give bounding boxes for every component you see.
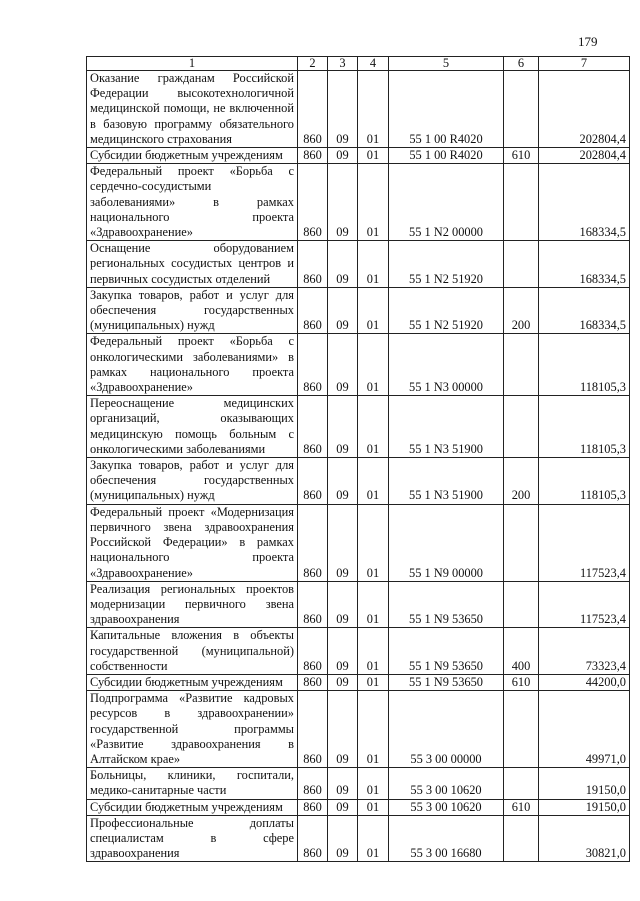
row-section: 09: [328, 581, 358, 628]
row-name: Федеральный проект «Модернизация первичного звена здравоохранения Российской Федерации» в рамках национального проекта «Здравоохранение»: [87, 504, 298, 581]
row-name: Капитальные вложения в объекты государственной (муниципальной) собственности: [87, 628, 298, 675]
row-amount: 117523,4: [539, 581, 630, 628]
row-name: Больницы, клиники, госпитали, медико-санитарные части: [87, 768, 298, 799]
row-name: Федеральный проект «Борьба с сердечно-сосудистыми заболеваниями» в рамках национального проекта «Здравоохранение»: [87, 164, 298, 241]
header-col-7: 7: [539, 57, 630, 71]
row-section: 09: [328, 768, 358, 799]
row-expense-type: [504, 241, 539, 288]
row-code: 860: [298, 691, 328, 768]
row-subsection: 01: [358, 815, 389, 862]
row-subsection: 01: [358, 334, 389, 396]
row-expense-type: [504, 504, 539, 581]
row-code: 860: [298, 815, 328, 862]
row-code: 860: [298, 241, 328, 288]
row-code: 860: [298, 164, 328, 241]
row-target-article: 55 1 N9 00000: [389, 504, 504, 581]
row-expense-type: [504, 334, 539, 396]
header-col-1: 1: [87, 57, 298, 71]
row-code: 860: [298, 628, 328, 675]
row-target-article: 55 1 N9 53650: [389, 628, 504, 675]
row-name: Закупка товаров, работ и услуг для обеспечения государственных (муниципальных) нужд: [87, 287, 298, 334]
row-subsection: 01: [358, 287, 389, 334]
row-amount: 118105,3: [539, 458, 630, 505]
table-row: [87, 674, 630, 690]
row-target-article: 55 1 N3 00000: [389, 334, 504, 396]
row-target-article: 55 1 N2 00000: [389, 164, 504, 241]
row-target-article: 55 1 00 R4020: [389, 148, 504, 164]
row-subsection: 01: [358, 691, 389, 768]
row-target-article: 55 3 00 10620: [389, 799, 504, 815]
row-amount: 168334,5: [539, 241, 630, 288]
row-target-article: 55 1 N2 51920: [389, 241, 504, 288]
row-subsection: 01: [358, 628, 389, 675]
row-name: Оказание гражданам Российской Федерации высокотехнологичной медицинской помощи, не включенной в базовую программу обязательного медицинского страхования: [87, 71, 298, 148]
row-section: 09: [328, 458, 358, 505]
table-row: [87, 458, 630, 505]
row-name: Реализация региональных проектов модернизации первичного звена здравоохранения: [87, 581, 298, 628]
row-section: 09: [328, 71, 358, 148]
row-name: Субсидии бюджетным учреждениям: [87, 148, 298, 164]
table-row: [87, 334, 630, 396]
table-row: [87, 628, 630, 675]
row-name: Федеральный проект «Борьба с онкологическими заболеваниями» в рамках национального проекта «Здравоохранение»: [87, 334, 298, 396]
table-row: [87, 396, 630, 458]
row-name: Субсидии бюджетным учреждениям: [87, 799, 298, 815]
row-code: 860: [298, 674, 328, 690]
row-section: 09: [328, 799, 358, 815]
row-section: 09: [328, 148, 358, 164]
row-expense-type: 610: [504, 674, 539, 690]
row-section: 09: [328, 504, 358, 581]
row-target-article: 55 1 00 R4020: [389, 71, 504, 148]
table-row: [87, 768, 630, 799]
row-section: 09: [328, 674, 358, 690]
row-section: 09: [328, 287, 358, 334]
row-expense-type: 400: [504, 628, 539, 675]
table-row: [87, 815, 630, 862]
row-subsection: 01: [358, 674, 389, 690]
row-subsection: 01: [358, 148, 389, 164]
row-target-article: 55 3 00 00000: [389, 691, 504, 768]
row-name: Профессиональные доплаты специалистам в сфере здравоохранения: [87, 815, 298, 862]
row-code: 860: [298, 581, 328, 628]
row-subsection: 01: [358, 396, 389, 458]
header-col-4: 4: [358, 57, 389, 71]
row-target-article: 55 3 00 10620: [389, 768, 504, 799]
row-expense-type: 200: [504, 287, 539, 334]
row-code: 860: [298, 71, 328, 148]
row-amount: 118105,3: [539, 334, 630, 396]
row-amount: 73323,4: [539, 628, 630, 675]
row-target-article: 55 1 N2 51920: [389, 287, 504, 334]
row-expense-type: 610: [504, 148, 539, 164]
row-target-article: 55 1 N3 51900: [389, 458, 504, 505]
row-expense-type: 200: [504, 458, 539, 505]
header-col-5: 5: [389, 57, 504, 71]
header-col-2: 2: [298, 57, 328, 71]
row-amount: 202804,4: [539, 71, 630, 148]
row-target-article: 55 3 00 16680: [389, 815, 504, 862]
row-expense-type: [504, 164, 539, 241]
row-amount: 168334,5: [539, 287, 630, 334]
budget-table: [86, 56, 630, 862]
row-section: 09: [328, 241, 358, 288]
row-expense-type: [504, 396, 539, 458]
row-amount: 44200,0: [539, 674, 630, 690]
row-name: Подпрограмма «Развитие кадровых ресурсов в здравоохранении» государственной программы «Развитие здравоохранения в Алтайском крае»: [87, 691, 298, 768]
row-section: 09: [328, 628, 358, 675]
row-expense-type: [504, 691, 539, 768]
table-row: [87, 148, 630, 164]
row-section: 09: [328, 164, 358, 241]
row-section: 09: [328, 334, 358, 396]
row-amount: 30821,0: [539, 815, 630, 862]
row-target-article: 55 1 N9 53650: [389, 581, 504, 628]
row-name: Закупка товаров, работ и услуг для обеспечения государственных (муниципальных) нужд: [87, 458, 298, 505]
row-amount: 49971,0: [539, 691, 630, 768]
row-subsection: 01: [358, 164, 389, 241]
row-expense-type: [504, 71, 539, 148]
row-code: 860: [298, 504, 328, 581]
row-name: Субсидии бюджетным учреждениям: [87, 674, 298, 690]
header-col-3: 3: [328, 57, 358, 71]
row-amount: 117523,4: [539, 504, 630, 581]
table-row: [87, 164, 630, 241]
row-name: Оснащение оборудованием региональных сосудистых центров и первичных сосудистых отделений: [87, 241, 298, 288]
row-section: 09: [328, 815, 358, 862]
row-subsection: 01: [358, 768, 389, 799]
row-subsection: 01: [358, 71, 389, 148]
table-row: [87, 504, 630, 581]
table-row: [87, 241, 630, 288]
row-code: 860: [298, 287, 328, 334]
table-row: [87, 799, 630, 815]
row-amount: 19150,0: [539, 799, 630, 815]
table-row: [87, 691, 630, 768]
row-amount: 168334,5: [539, 164, 630, 241]
table-row: [87, 581, 630, 628]
header-col-6: 6: [504, 57, 539, 71]
row-code: 860: [298, 334, 328, 396]
row-amount: 19150,0: [539, 768, 630, 799]
row-section: 09: [328, 691, 358, 768]
row-code: 860: [298, 799, 328, 815]
row-expense-type: [504, 581, 539, 628]
table-row: [87, 71, 630, 148]
row-subsection: 01: [358, 241, 389, 288]
row-expense-type: [504, 768, 539, 799]
row-subsection: 01: [358, 581, 389, 628]
row-code: 860: [298, 458, 328, 505]
row-expense-type: 610: [504, 799, 539, 815]
row-name: Переоснащение медицинских организаций, оказывающих медицинскую помощь больным с онкологическими заболеваниями: [87, 396, 298, 458]
row-subsection: 01: [358, 799, 389, 815]
row-amount: 118105,3: [539, 396, 630, 458]
page-number: 179: [578, 34, 598, 49]
row-code: 860: [298, 768, 328, 799]
header-row: [87, 57, 630, 71]
row-amount: 202804,4: [539, 148, 630, 164]
row-target-article: 55 1 N9 53650: [389, 674, 504, 690]
row-subsection: 01: [358, 504, 389, 581]
row-code: 860: [298, 148, 328, 164]
row-code: 860: [298, 396, 328, 458]
row-subsection: 01: [358, 458, 389, 505]
row-expense-type: [504, 815, 539, 862]
row-section: 09: [328, 396, 358, 458]
row-target-article: 55 1 N3 51900: [389, 396, 504, 458]
table-row: [87, 287, 630, 334]
